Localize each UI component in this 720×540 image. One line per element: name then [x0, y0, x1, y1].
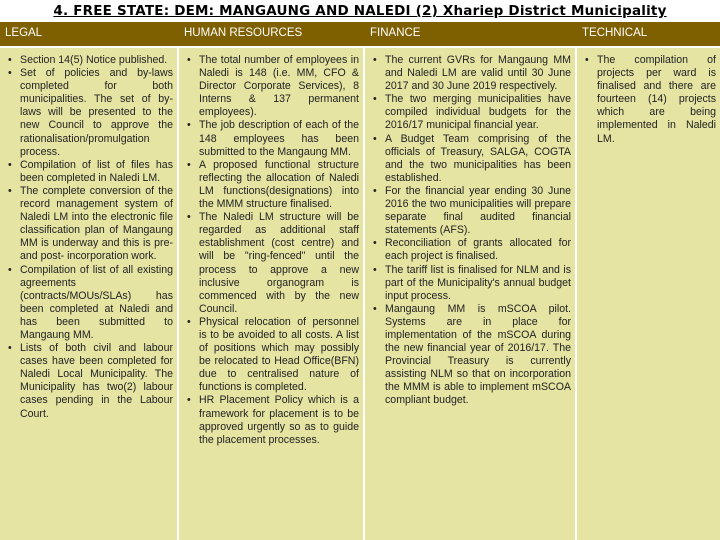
human-resources-column [179, 48, 363, 540]
list-item: • Set of policies and by-laws completed for both municipalities. The set of by-laws will be presented to the new Council to approve the rationalisation/promulgation process. [20, 67, 173, 159]
finance-column [365, 48, 575, 540]
list-item: • The Naledi LM structure will be regarded as additional staff establishment (cost centre) and will be "ring-fenced" until the process to approve a new inclusive organogram is commenced with by the new Council. [199, 211, 359, 316]
list-item: • Reconciliation of grants allocated for each project is finalised. [385, 237, 571, 263]
technical-list [581, 54, 716, 146]
list-item: • The complete conversion of the record management system of Naledi LM into the electronic file classification plan of Mangaung MM is underway and this is pre- and post- incorporation work. [20, 185, 173, 264]
list-item: • The tariff list is finalised for NLM and is part of the Municipality's annual budget input process. [385, 264, 571, 303]
list-item: • Compilation of list of files has been completed in Naledi LM. [20, 159, 173, 185]
list-item: • Section 14(5) Notice published. [20, 54, 173, 67]
header-human-resources: HUMAN RESOURCES [184, 27, 303, 39]
list-item: • The current GVRs for Mangaung MM and Naledi LM are valid until 30 June 2017 and 30 June 2019 respectively. [385, 54, 571, 93]
list-item: • The job description of each of the 148 employees has been submitted to the Mangaung MM. [199, 119, 359, 158]
technical-column [577, 48, 720, 540]
header-finance: FINANCE [370, 27, 421, 39]
list-item: • A proposed functional structure reflecting the allocation of Naledi LM functions(designations) into the MMM structure finalised. [199, 159, 359, 211]
header-legal: LEGAL [5, 27, 43, 39]
list-item: • Mangaung MM is mSCOA pilot. Systems are in place for implementation of the mSCOA during the new financial year of 2016/17. The Provincial Treasury is currently assisting NLM so that on incorporation the MMM is able to implement mSCOA compliant budget. [385, 303, 571, 408]
list-item: • Physical relocation of personnel is to be avoided to all costs. A list of positions which may possibly be relocated to Head Office(BFN) due to centralised nature of functions is completed. [199, 316, 359, 395]
legal-column [0, 48, 177, 540]
list-item: • The two merging municipalities have compiled individual budgets for the 2016/17 municipal financial year. [385, 93, 571, 132]
table-header [0, 22, 720, 46]
list-item: • Compilation of list of all existing agreements (contracts/MOUs/SLAs) has been completed at Naledi and has been submitted to Mangaung MM. [20, 264, 173, 343]
list-item: • The compilation of projects per ward is finalised and there are fourteen (14) projects which are being implemented in Naledi LM. [597, 54, 716, 146]
list-item: • Lists of both civil and labour cases have been completed for Naledi Local Municipality. The Municipality has two(2) labour cases pending in the Labour Court. [20, 342, 173, 421]
list-item: • For the financial year ending 30 June 2016 the two municipalities will prepare separate final audited financial statements (AFS). [385, 185, 571, 237]
legal-list [4, 54, 173, 421]
list-item: • HR Placement Policy which is a framework for placement is to be approved urgently so as to guide the placement processes. [199, 394, 359, 446]
page-title: 4. FREE STATE: DEM: MANGAUNG AND NALEDI (2) Xhariep District Municipality [53, 3, 667, 19]
list-item: • The total number of employees in Naledi is 148 (i.e. MM, CFO & Director Corporate Services), 8 Interns & 137 permanent employees). [199, 54, 359, 119]
header-technical: TECHNICAL [582, 27, 648, 39]
status-table [0, 22, 720, 540]
list-item: • A Budget Team comprising of the officials of Treasury, SALGA, COGTA and the two municipalities has been established. [385, 133, 571, 185]
finance-list [369, 54, 571, 408]
hr-list [183, 54, 359, 447]
